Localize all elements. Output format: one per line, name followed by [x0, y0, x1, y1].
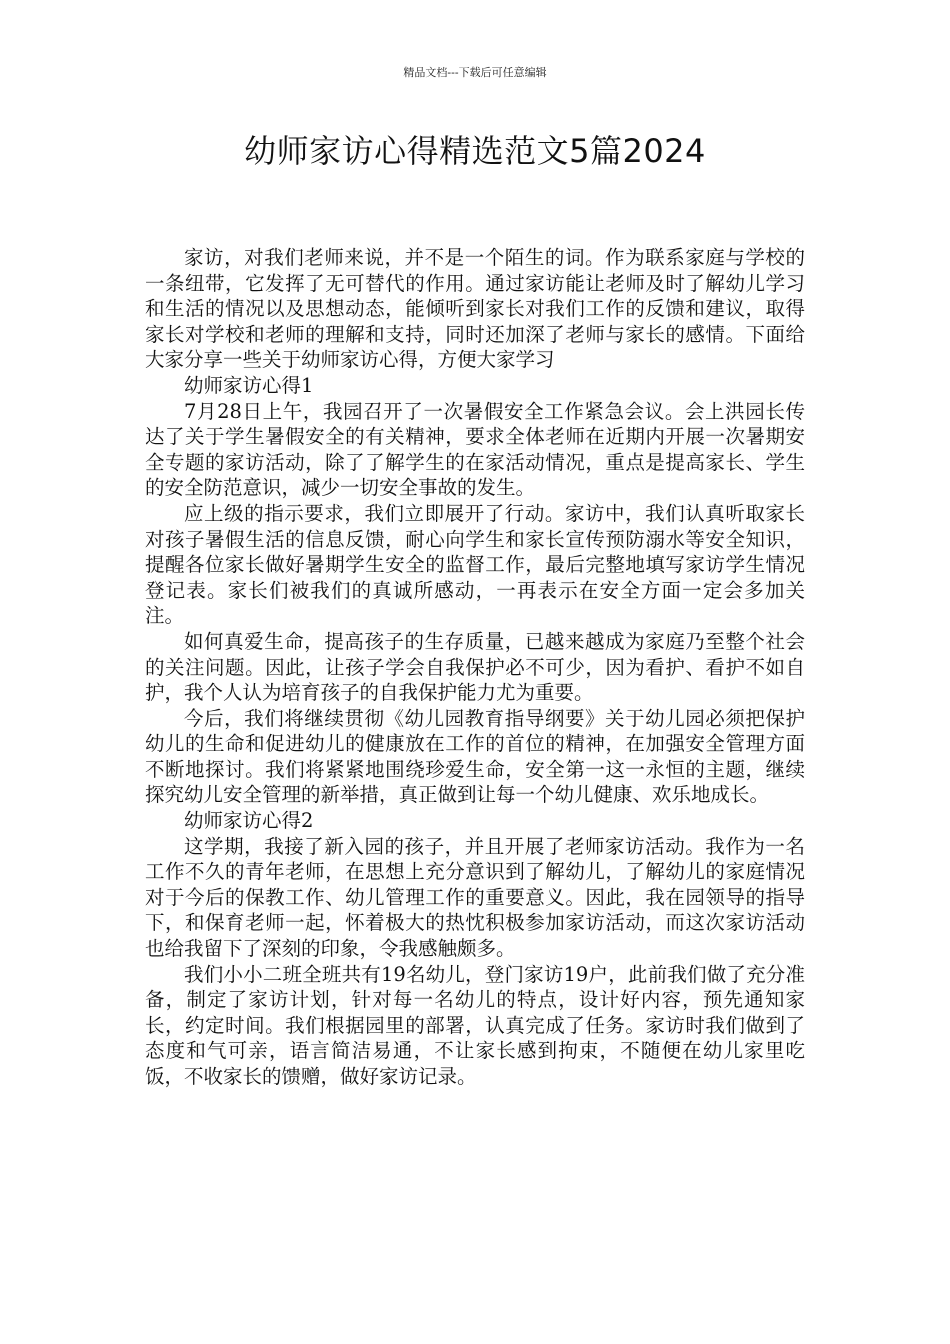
page-header: 精品文档---下载后可任意编辑 [403, 66, 547, 79]
section-heading: 幼师家访心得2 [184, 809, 314, 833]
document-body [145, 245, 805, 1090]
body-paragraph: 我们小小二班全班共有19名幼儿，登门家访19户，此前我们做了充分准备，制定了家访计划，针对每一名幼儿的特点，设计好内容，预先通知家长，约定时间。我们根据园里的部署，认真完成了任务。家访时我们做到了态度和气可亲，语言简洁易通，不让家长感到拘束，不随便在幼儿家里吃饭，不收家长的馈赠，做好家访记录。 [145, 962, 805, 1088]
body-paragraph: 今后，我们将继续贯彻《幼儿园教育指导纲要》关于幼儿园必须把保护幼儿的生命和促进幼儿的健康放在工作的首位的精神，在加强安全管理方面不断地探讨。我们将紧紧地围绕珍爱生命，安全第一这一永恒的主题，继续探究幼儿安全管理的新举措，真正做到让每一个幼儿健康、欢乐地成长。 [145, 706, 805, 807]
body-paragraph: 7月28日上午，我园召开了一次暑假安全工作紧急会议。会上洪园长传达了关于学生暑假安全的有关精神，要求全体老师在近期内开展一次暑期安全专题的家访活动，除了了解学生的在家活动情况，重点是提高家长、学生的安全防范意识，减少一切安全事故的发生。 [145, 399, 805, 500]
section-heading: 幼师家访心得1 [184, 373, 314, 397]
body-paragraph: 如何真爱生命，提高孩子的生存质量，已越来越成为家庭乃至整个社会的关注问题。因此，让孩子学会自我保护必不可少，因为看护、看护不如自护，我个人认为培育孩子的自我保护能力尤为重要。 [145, 629, 805, 705]
intro-paragraph: 家访，对我们老师来说，并不是一个陌生的词。作为联系家庭与学校的一条纽带，它发挥了无可替代的作用。通过家访能让老师及时了解幼儿学习和生活的情况以及思想动态，能倾听到家长对我们工作的反馈和建议，取得家长对学校和老师的理解和支持，同时还加深了老师与家长的感情。下面给大家分享一些关于幼师家访心得，方便大家学习 [145, 246, 805, 372]
body-paragraph: 这学期，我接了新入园的孩子，并且开展了老师家访活动。我作为一名工作不久的青年老师，在思想上充分意识到了解幼儿，了解幼儿的家庭情况对于今后的保教工作、幼儿管理工作的重要意义。因此，我在园领导的指导下，和保育老师一起，怀着极大的热忱积极参加家访活动，而这次家访活动也给我留下了深刻的印象，令我感触颇多。 [145, 834, 805, 961]
body-paragraph: 应上级的指示要求，我们立即展开了行动。家访中，我们认真听取家长对孩子暑假生活的信息反馈，耐心向学生和家长宣传预防溺水等安全知识，提醒各位家长做好暑期学生安全的监督工作，最后完整地填写家访学生情况登记表。家长们被我们的真诚所感动，一再表示在安全方面一定会多加关注。 [145, 501, 805, 628]
document-title: 幼师家访心得精选范文5篇2024 [244, 132, 706, 170]
